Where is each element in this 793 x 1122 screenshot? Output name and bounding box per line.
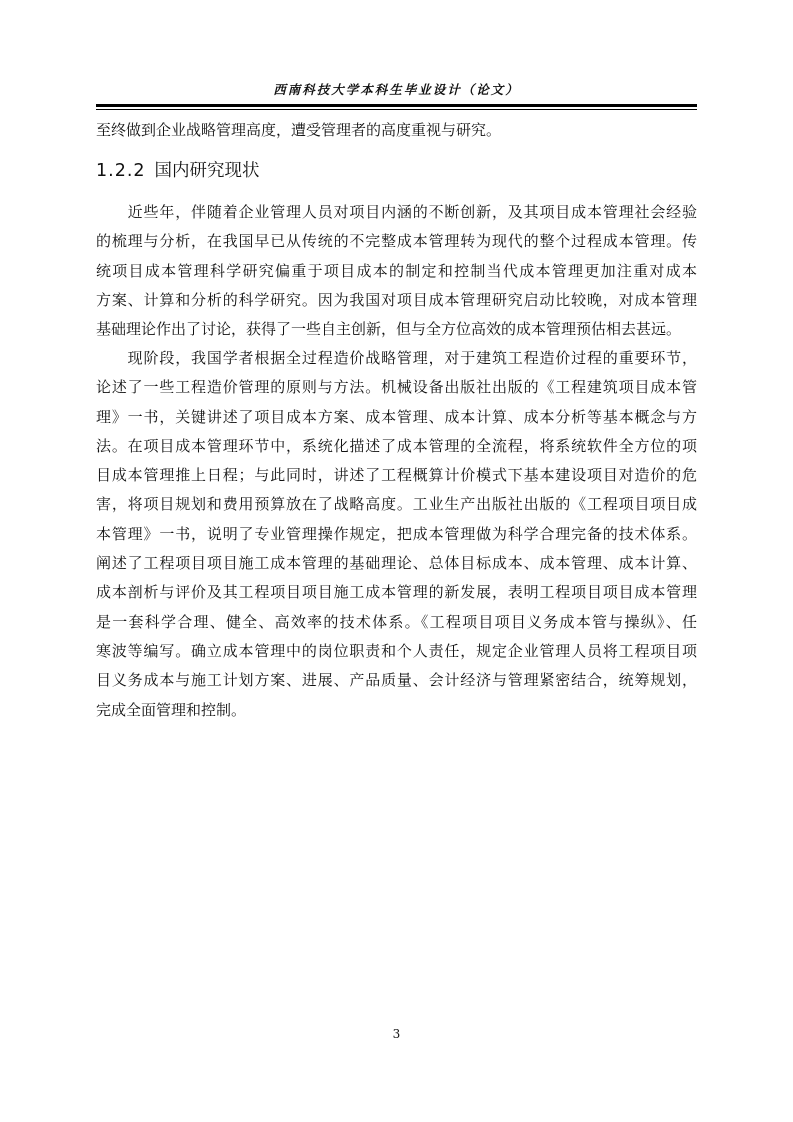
paragraph-line: 本管理》一书，说明了专业管理操作规定，把成本管理做为科学合理完备的技术体系。 (96, 524, 697, 543)
paragraph-line: 统项目成本管理科学研究偏重于项目成本的制定和控制当代成本管理更加注重对成本 (96, 261, 697, 280)
paragraph-2 (96, 344, 697, 725)
paragraph-line: 论述了一些工程造价管理的原则与方法。机械设备出版社出版的《工程建筑项目成本管 (96, 378, 697, 397)
section-number: 1.2.2 (96, 161, 146, 181)
paragraph-line: 的梳理与分析，在我国早已从传统的不完整成本管理转为现代的整个过程成本管理。传 (96, 232, 697, 251)
paragraph-line: 寒波等编写。确立成本管理中的岗位职责和个人责任，规定企业管理人员将工程项目项 (96, 641, 697, 660)
section-title: 国内研究现状 (154, 161, 260, 181)
paragraph-line: 近些年，伴随着企业管理人员对项目内涵的不断创新，及其项目成本管理社会经验 (96, 203, 697, 221)
paragraph-line: 基础理论作出了讨论，获得了一些自主创新，但与全方位高效的成本管理预估相去甚远。 (96, 320, 682, 339)
section-heading (96, 158, 260, 184)
continued-paragraph (96, 116, 697, 145)
paragraph-line: 理》一书，关键讲述了项目成本方案、成本管理、成本计算、成本分析等基本概念与方 (96, 407, 697, 426)
header-rule-thin (96, 109, 697, 110)
paragraph-line: 完成全面管理和控制。 (96, 700, 247, 719)
paragraph-line: 方案、计算和分析的科学研究。因为我国对项目成本管理研究启动比较晚，对成本管理 (96, 290, 697, 309)
paragraph-line: 害，将项目规划和费用预算放在了战略高度。工业生产出版社出版的《工程项目项目成 (96, 495, 697, 514)
page-number: 3 (392, 1027, 401, 1041)
paragraph-line: 是一套科学合理、健全、高效率的技术体系。《工程项目项目义务成本管与操纵》、任 (96, 612, 697, 631)
running-header: 西南科技大学本科生毕业设计（论文） (273, 82, 520, 97)
paragraph-line: 阐述了工程项目项目施工成本管理的基础理论、总体目标成本、成本管理、成本计算、 (96, 554, 697, 573)
paragraph-line: 法。在项目成本管理环节中，系统化描述了成本管理的全流程，将系统软件全方位的项 (96, 436, 697, 455)
paragraph-1 (96, 198, 697, 344)
paragraph-line: 现阶段，我国学者根据全过程造价战略管理，对于建筑工程造价过程的重要环节， (96, 349, 697, 367)
paragraph-line: 至终做到企业战略管理高度，遭受管理者的高度重视与研究。 (96, 121, 502, 139)
paragraph-line: 目成本管理推上日程；与此同时，讲述了工程概算计价模式下基本建设项目对造价的危 (96, 466, 697, 485)
paragraph-line: 成本剖析与评价及其工程项目项目施工成本管理的新发展，表明工程项目项目成本管理 (96, 583, 697, 602)
paragraph-line: 目义务成本与施工计划方案、进展、产品质量、会计经济与管理紧密结合，统筹规划， (96, 671, 697, 690)
header-rule-thick (96, 104, 697, 107)
